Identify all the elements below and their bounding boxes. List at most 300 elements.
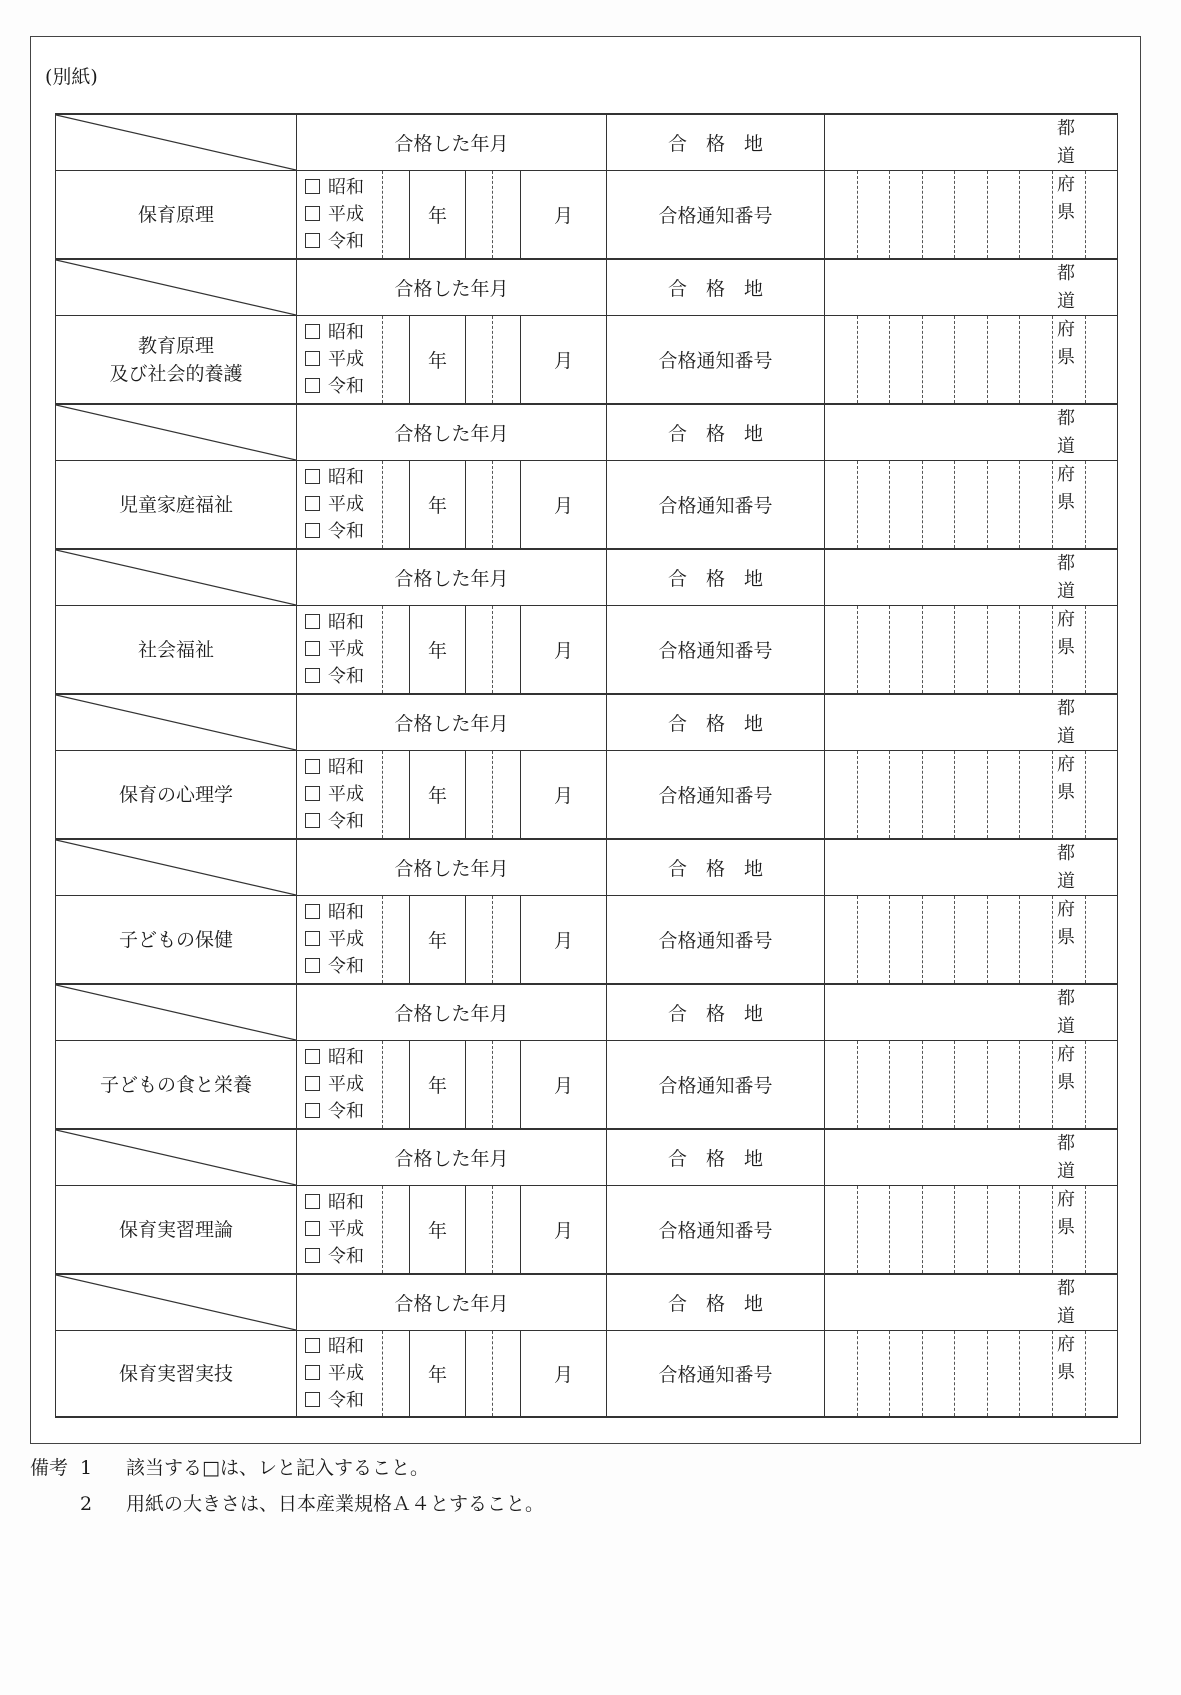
digit-box[interactable] <box>1020 1041 1053 1128</box>
notice-number-header <box>607 606 825 693</box>
notice-number-field[interactable] <box>825 461 1117 548</box>
month-digit-field[interactable] <box>493 171 521 258</box>
era-option[interactable] <box>305 1216 382 1243</box>
checkbox[interactable] <box>305 233 320 248</box>
diagonal-cell <box>56 405 297 460</box>
digit-box[interactable] <box>825 751 858 838</box>
digit-box[interactable] <box>988 461 1021 548</box>
checkbox[interactable] <box>305 523 320 538</box>
date-fields <box>297 1186 607 1273</box>
digit-box[interactable] <box>955 751 988 838</box>
month-digit-field[interactable] <box>493 1041 521 1128</box>
subject-block <box>55 1273 1118 1418</box>
digit-box[interactable] <box>1086 896 1118 983</box>
year-label: 年 <box>410 1331 466 1416</box>
diagonal-cell <box>56 695 297 750</box>
era-option[interactable] <box>305 1243 382 1270</box>
era-label: 令和 <box>328 1390 364 1411</box>
pref-suffix-top: 都 道 <box>1057 843 1083 892</box>
month-digit-field[interactable] <box>466 1331 493 1416</box>
date-fields <box>297 171 607 258</box>
digit-box[interactable] <box>1086 171 1118 258</box>
checkbox[interactable] <box>305 206 320 221</box>
subject-block <box>55 838 1118 983</box>
checkbox[interactable] <box>305 324 320 339</box>
year-digit-field[interactable] <box>383 1331 410 1416</box>
digit-box[interactable] <box>1053 896 1086 983</box>
notice-number-field[interactable] <box>825 896 1117 983</box>
era-label: 昭和 <box>328 612 364 633</box>
digit-box[interactable] <box>1086 461 1118 548</box>
diagonal-cell <box>56 985 297 1040</box>
digit-box[interactable] <box>825 316 858 403</box>
digit-box[interactable] <box>1053 316 1086 403</box>
digit-box[interactable] <box>890 1041 923 1128</box>
era-option[interactable] <box>305 373 382 400</box>
notice-number-field[interactable] <box>825 1331 1117 1416</box>
checkbox[interactable] <box>305 378 320 393</box>
era-option[interactable] <box>305 1189 382 1216</box>
date-header-label: 合格した年月 <box>394 1003 509 1025</box>
digit-box[interactable] <box>988 751 1021 838</box>
year-label: 年 <box>410 606 466 693</box>
detail-row <box>55 896 1118 983</box>
digit-box[interactable] <box>955 461 988 548</box>
subject-label: 保育実習理論 <box>118 1218 233 1241</box>
digit-box[interactable] <box>890 171 923 258</box>
year-digit-field[interactable] <box>383 751 410 838</box>
era-label: 令和 <box>328 956 364 977</box>
digit-box[interactable] <box>988 1186 1021 1273</box>
checkbox[interactable] <box>305 614 320 629</box>
era-label: 昭和 <box>328 1047 364 1068</box>
year-digit-field[interactable] <box>383 606 410 693</box>
digit-box[interactable] <box>825 1186 858 1273</box>
pref-suffix-top: 都 道 <box>1057 988 1083 1037</box>
year-label: 年 <box>410 1186 466 1273</box>
date-header <box>297 550 607 605</box>
month-label: 月 <box>553 350 573 372</box>
era-option[interactable] <box>305 464 382 491</box>
month-digit-field[interactable] <box>466 461 493 548</box>
digit-box[interactable] <box>955 1331 988 1416</box>
date-fields <box>297 316 607 403</box>
year-digit-field[interactable] <box>383 896 410 983</box>
era-option[interactable] <box>305 1333 382 1360</box>
year-label: 年 <box>410 896 466 983</box>
place-header <box>607 550 825 605</box>
notice-number-header <box>607 1186 825 1273</box>
diagonal-line <box>56 1275 296 1330</box>
checkbox[interactable] <box>305 904 320 919</box>
digit-box[interactable] <box>923 751 956 838</box>
pref-suffix-bottom: 府 県 <box>1057 609 1083 658</box>
subject-label: 社会福祉 <box>137 638 214 661</box>
date-header-label: 合格した年月 <box>394 1148 509 1170</box>
year-digit-field[interactable] <box>383 461 410 548</box>
year-digit-field[interactable] <box>383 1186 410 1273</box>
month-digit-field[interactable] <box>466 1186 493 1273</box>
checkbox[interactable] <box>305 668 320 683</box>
notice-number-label: 合格通知番号 <box>658 640 773 662</box>
digit-box[interactable] <box>858 896 891 983</box>
era-label: 平成 <box>328 1074 364 1095</box>
checkbox[interactable] <box>305 958 320 973</box>
checkbox[interactable] <box>305 786 320 801</box>
era-options <box>297 1186 383 1273</box>
era-label: 昭和 <box>328 467 364 488</box>
diagonal-line <box>56 695 296 750</box>
month-digit-field[interactable] <box>493 606 521 693</box>
digit-box[interactable] <box>955 316 988 403</box>
detail-row <box>55 1331 1118 1418</box>
digit-box[interactable] <box>1053 461 1086 548</box>
pref-suffix-top: 都 道 <box>1057 408 1083 457</box>
subject-name <box>56 316 297 403</box>
remarks-heading: 備考 <box>30 1457 69 1479</box>
checkbox[interactable] <box>305 1248 320 1263</box>
subject-label: 教育原理 及び社会的養護 <box>109 334 243 385</box>
checkbox[interactable] <box>305 1076 320 1091</box>
digit-box[interactable] <box>1053 751 1086 838</box>
subject-name <box>56 1331 297 1416</box>
year-digit-field[interactable] <box>383 316 410 403</box>
digit-box[interactable] <box>858 316 891 403</box>
era-label: 平成 <box>328 929 364 950</box>
digit-box[interactable] <box>1086 1331 1118 1416</box>
digit-box[interactable] <box>825 1331 858 1416</box>
checkbox[interactable] <box>305 1338 320 1353</box>
digit-box[interactable] <box>825 606 858 693</box>
era-option[interactable] <box>305 899 382 926</box>
digit-box[interactable] <box>858 461 891 548</box>
digit-box[interactable] <box>1086 1041 1118 1128</box>
month-digit-field[interactable] <box>493 461 521 548</box>
digit-box[interactable] <box>988 171 1021 258</box>
checkbox[interactable] <box>305 1194 320 1209</box>
digit-box[interactable] <box>858 171 891 258</box>
year-label: 年 <box>410 316 466 403</box>
place-header <box>607 260 825 315</box>
era-option[interactable] <box>305 636 382 663</box>
digit-box[interactable] <box>988 316 1021 403</box>
prefecture-field[interactable] <box>825 260 1117 368</box>
digit-box[interactable] <box>858 1186 891 1273</box>
date-header <box>297 695 607 750</box>
year-label: 年 <box>410 751 466 838</box>
era-option[interactable] <box>305 1360 382 1387</box>
subject-name <box>56 461 297 548</box>
digit-box[interactable] <box>923 461 956 548</box>
pref-suffix-top: 都 道 <box>1057 118 1083 167</box>
month-label: 月 <box>553 1075 573 1097</box>
checkbox[interactable] <box>305 931 320 946</box>
digit-box[interactable] <box>890 896 923 983</box>
era-option[interactable] <box>305 808 382 835</box>
subject-label: 保育の心理学 <box>118 783 233 806</box>
notice-number-label: 合格通知番号 <box>658 205 773 227</box>
month-digit-field[interactable] <box>466 606 493 693</box>
prefecture-field[interactable] <box>825 115 1117 223</box>
subject-name <box>56 1041 297 1128</box>
checkbox[interactable] <box>305 759 320 774</box>
digit-box[interactable] <box>1020 896 1053 983</box>
era-option[interactable] <box>305 663 382 690</box>
digit-box[interactable] <box>1020 606 1053 693</box>
notice-number-header <box>607 1331 825 1416</box>
year-label: 年 <box>410 171 466 258</box>
checkbox[interactable] <box>305 1392 320 1407</box>
notice-number-label: 合格通知番号 <box>658 495 773 517</box>
month-digit-field[interactable] <box>493 1186 521 1273</box>
notice-number-label: 合格通知番号 <box>658 1364 773 1386</box>
month-digit-field[interactable] <box>466 316 493 403</box>
date-header <box>297 260 607 315</box>
place-header <box>607 985 825 1040</box>
month-digit-field[interactable] <box>466 171 493 258</box>
era-label: 昭和 <box>328 177 364 198</box>
prefecture-field[interactable] <box>825 1275 1117 1383</box>
digit-box[interactable] <box>825 171 858 258</box>
digit-box[interactable] <box>955 606 988 693</box>
era-label: 昭和 <box>328 322 364 343</box>
subject-label: 保育実習実技 <box>118 1362 233 1385</box>
digit-box[interactable] <box>988 606 1021 693</box>
year-label: 年 <box>410 461 466 548</box>
subject-name <box>56 1186 297 1273</box>
place-header <box>607 1275 825 1330</box>
digit-box[interactable] <box>923 1041 956 1128</box>
prefecture-field[interactable] <box>825 695 1117 803</box>
era-options <box>297 751 383 838</box>
month-label: 月 <box>553 1364 573 1386</box>
era-option[interactable] <box>305 201 382 228</box>
era-option[interactable] <box>305 346 382 373</box>
digit-box[interactable] <box>1086 316 1118 403</box>
place-header <box>607 405 825 460</box>
checkbox[interactable] <box>305 496 320 511</box>
subject-label: 児童家庭福祉 <box>118 493 233 516</box>
detail-row <box>55 1186 1118 1273</box>
date-header-label: 合格した年月 <box>394 1293 509 1315</box>
month-digit-field[interactable] <box>493 1331 521 1416</box>
diagonal-cell <box>56 550 297 605</box>
month-digit-field[interactable] <box>493 896 521 983</box>
digit-box[interactable] <box>1020 1331 1053 1416</box>
era-option[interactable] <box>305 1387 382 1414</box>
digit-box[interactable] <box>923 1186 956 1273</box>
date-header-label: 合格した年月 <box>394 858 509 880</box>
checkbox[interactable] <box>305 1365 320 1380</box>
digit-box[interactable] <box>1020 1186 1053 1273</box>
date-fields <box>297 896 607 983</box>
era-option[interactable] <box>305 174 382 201</box>
remarks <box>30 1450 1141 1522</box>
digit-box[interactable] <box>1020 171 1053 258</box>
date-fields <box>297 751 607 838</box>
notice-number-label: 合格通知番号 <box>658 350 773 372</box>
era-options <box>297 606 383 693</box>
era-option[interactable] <box>305 926 382 953</box>
prefecture-field[interactable] <box>825 550 1117 658</box>
era-option[interactable] <box>305 1098 382 1125</box>
era-option[interactable] <box>305 228 382 255</box>
era-option[interactable] <box>305 609 382 636</box>
diagonal-line <box>56 115 296 170</box>
era-options <box>297 1041 383 1128</box>
notice-number-label: 合格通知番号 <box>658 1220 773 1242</box>
era-option[interactable] <box>305 491 382 518</box>
era-label: 令和 <box>328 231 364 252</box>
digit-box[interactable] <box>890 461 923 548</box>
month-digit-field[interactable] <box>493 316 521 403</box>
month-digit-field[interactable] <box>466 751 493 838</box>
era-option[interactable] <box>305 1044 382 1071</box>
checkbox[interactable] <box>305 351 320 366</box>
year-label: 年 <box>410 1041 466 1128</box>
month-digit-field[interactable] <box>466 896 493 983</box>
checkbox[interactable] <box>305 179 320 194</box>
subject-block <box>55 258 1118 403</box>
era-options <box>297 1331 383 1416</box>
digit-box[interactable] <box>1053 1331 1086 1416</box>
era-option[interactable] <box>305 319 382 346</box>
digit-box[interactable] <box>955 1186 988 1273</box>
digit-box[interactable] <box>955 896 988 983</box>
notice-number-field[interactable] <box>825 1186 1117 1273</box>
notice-number-field[interactable] <box>825 316 1117 403</box>
notice-number-field[interactable] <box>825 751 1117 838</box>
notice-number-field[interactable] <box>825 171 1117 258</box>
year-digit-field[interactable] <box>383 1041 410 1128</box>
date-header <box>297 115 607 170</box>
notice-number-field[interactable] <box>825 1041 1117 1128</box>
year-digit-field[interactable] <box>383 171 410 258</box>
digit-box[interactable] <box>923 1331 956 1416</box>
digit-box[interactable] <box>923 606 956 693</box>
era-option[interactable] <box>305 1071 382 1098</box>
month-label: 月 <box>553 495 573 517</box>
checkbox[interactable] <box>305 469 320 484</box>
digit-box[interactable] <box>1020 751 1053 838</box>
notice-number-field[interactable] <box>825 606 1117 693</box>
digit-box[interactable] <box>955 171 988 258</box>
digit-box[interactable] <box>1053 606 1086 693</box>
notice-number-header <box>607 1041 825 1128</box>
diagonal-line <box>56 1130 296 1185</box>
checkbox[interactable] <box>305 1103 320 1118</box>
pref-suffix-bottom: 府 県 <box>1057 1189 1083 1238</box>
notice-number-label: 合格通知番号 <box>658 1075 773 1097</box>
checkbox[interactable] <box>305 813 320 828</box>
era-label: 令和 <box>328 1101 364 1122</box>
digit-box[interactable] <box>858 606 891 693</box>
diagonal-cell <box>56 260 297 315</box>
prefecture-field[interactable] <box>825 405 1117 513</box>
digit-box[interactable] <box>923 896 956 983</box>
digit-box[interactable] <box>890 316 923 403</box>
date-header <box>297 405 607 460</box>
place-header <box>607 695 825 750</box>
remark-text: 用紙の大きさは、日本産業規格Ａ４とすること。 <box>126 1493 545 1515</box>
era-option[interactable] <box>305 754 382 781</box>
era-label: 令和 <box>328 666 364 687</box>
date-header-label: 合格した年月 <box>394 423 509 445</box>
digit-box[interactable] <box>955 1041 988 1128</box>
subject-block <box>55 983 1118 1128</box>
place-header-label: 合 格 地 <box>667 278 763 300</box>
digit-box[interactable] <box>858 751 891 838</box>
digit-box[interactable] <box>1020 316 1053 403</box>
diagonal-line <box>56 550 296 605</box>
pref-suffix-top: 都 道 <box>1057 1133 1083 1182</box>
checkbox[interactable] <box>305 1049 320 1064</box>
place-header-label: 合 格 地 <box>667 858 763 880</box>
place-header-label: 合 格 地 <box>667 1293 763 1315</box>
digit-box[interactable] <box>923 171 956 258</box>
digit-box[interactable] <box>825 896 858 983</box>
digit-box[interactable] <box>1086 751 1118 838</box>
digit-box[interactable] <box>1053 1186 1086 1273</box>
digit-box[interactable] <box>825 1041 858 1128</box>
appendix-label: (別紙) <box>45 66 98 88</box>
digit-box[interactable] <box>825 461 858 548</box>
era-label: 平成 <box>328 1363 364 1384</box>
date-header-label: 合格した年月 <box>394 278 509 300</box>
checkbox[interactable] <box>305 641 320 656</box>
digit-box[interactable] <box>988 1331 1021 1416</box>
era-option[interactable] <box>305 781 382 808</box>
month-digit-field[interactable] <box>466 1041 493 1128</box>
date-fields <box>297 1331 607 1416</box>
place-header-label: 合 格 地 <box>667 1003 763 1025</box>
month-digit-field[interactable] <box>493 751 521 838</box>
digit-box[interactable] <box>1053 1041 1086 1128</box>
place-header-label: 合 格 地 <box>667 568 763 590</box>
diagonal-line <box>56 985 296 1040</box>
era-option[interactable] <box>305 953 382 980</box>
era-label: 平成 <box>328 349 364 370</box>
place-header-label: 合 格 地 <box>667 133 763 155</box>
prefecture-field[interactable] <box>825 840 1117 948</box>
month-label: 月 <box>553 785 573 807</box>
era-label: 平成 <box>328 204 364 225</box>
digit-box[interactable] <box>1020 461 1053 548</box>
subject-block <box>55 113 1118 258</box>
date-fields <box>297 606 607 693</box>
digit-box[interactable] <box>988 896 1021 983</box>
digit-box[interactable] <box>858 1331 891 1416</box>
era-option[interactable] <box>305 518 382 545</box>
pref-suffix-top: 都 道 <box>1057 263 1083 312</box>
digit-box[interactable] <box>890 751 923 838</box>
digit-box[interactable] <box>1086 606 1118 693</box>
prefecture-field[interactable] <box>825 985 1117 1093</box>
prefecture-field[interactable] <box>825 1130 1117 1238</box>
digit-box[interactable] <box>890 1331 923 1416</box>
digit-box[interactable] <box>923 316 956 403</box>
digit-box[interactable] <box>988 1041 1021 1128</box>
digit-box[interactable] <box>1086 1186 1118 1273</box>
digit-box[interactable] <box>1053 171 1086 258</box>
digit-box[interactable] <box>890 1186 923 1273</box>
month-label: 月 <box>553 640 573 662</box>
diagonal-cell <box>56 1275 297 1330</box>
digit-box[interactable] <box>890 606 923 693</box>
checkbox[interactable] <box>305 1221 320 1236</box>
digit-box[interactable] <box>858 1041 891 1128</box>
pref-suffix-bottom: 府 県 <box>1057 1334 1083 1383</box>
